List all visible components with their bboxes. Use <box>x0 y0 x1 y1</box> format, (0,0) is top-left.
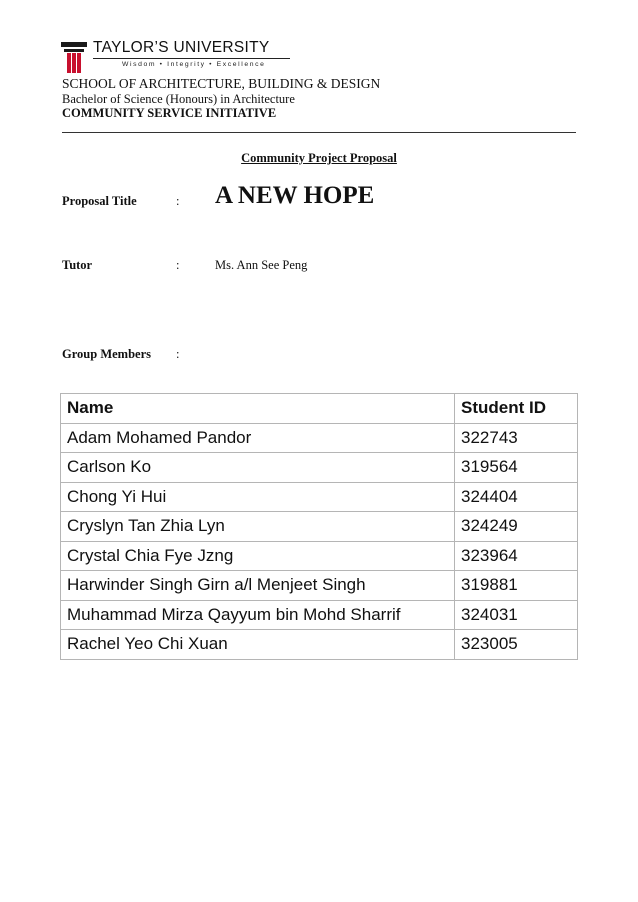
logo-rule <box>93 58 290 59</box>
proposal-title-value: A NEW HOPE <box>215 182 375 209</box>
group-members-label: Group Members <box>62 347 151 361</box>
member-name: Adam Mohamed Pandor <box>61 423 455 453</box>
university-logo <box>60 40 270 74</box>
proposal-title-label: Proposal Title <box>62 194 137 208</box>
group-members-colon: : <box>176 347 180 361</box>
member-id: 319881 <box>455 571 578 601</box>
member-name: Rachel Yeo Chi Xuan <box>61 630 455 660</box>
table-row <box>61 453 578 483</box>
tutor-colon: : <box>176 258 180 272</box>
taylors-crest-icon <box>60 40 88 74</box>
member-id: 319564 <box>455 453 578 483</box>
member-name: Harwinder Singh Girn a/l Menjeet Singh <box>61 571 455 601</box>
member-id: 324404 <box>455 482 578 512</box>
name-column-header: Name <box>61 394 455 424</box>
university-tagline: Wisdom • Integrity • Excellence <box>122 61 266 68</box>
proposal-title-colon: : <box>176 194 180 208</box>
table-row <box>61 571 578 601</box>
tutor-value: Ms. Ann See Peng <box>215 258 308 272</box>
table-row <box>61 600 578 630</box>
member-name: Muhammad Mirza Qayyum bin Mohd Sharrif <box>61 600 455 630</box>
tutor-label: Tutor <box>62 258 93 272</box>
member-id: 322743 <box>455 423 578 453</box>
table-row <box>61 541 578 571</box>
program-name: COMMUNITY SERVICE INITIATIVE <box>62 106 277 120</box>
member-id: 324031 <box>455 600 578 630</box>
table-row <box>61 482 578 512</box>
header-divider <box>62 132 576 133</box>
member-id: 323005 <box>455 630 578 660</box>
degree-name: Bachelor of Science (Honours) in Architecture <box>62 92 295 106</box>
members-table <box>60 393 578 660</box>
member-name: Cryslyn Tan Zhia Lyn <box>61 512 455 542</box>
university-name: TAYLOR’S UNIVERSITY <box>93 39 270 56</box>
member-id: 324249 <box>455 512 578 542</box>
school-name: SCHOOL OF ARCHITECTURE, BUILDING & DESIGN <box>62 76 381 91</box>
student-id-column-header: Student ID <box>455 394 578 424</box>
member-name: Carlson Ko <box>61 453 455 483</box>
member-name: Chong Yi Hui <box>61 482 455 512</box>
table-row <box>61 630 578 660</box>
table-header-row <box>61 394 578 424</box>
member-name: Crystal Chia Fye Jzng <box>61 541 455 571</box>
member-id: 323964 <box>455 541 578 571</box>
table-row <box>61 512 578 542</box>
table-row <box>61 423 578 453</box>
document-heading: Community Project Proposal <box>241 151 397 165</box>
